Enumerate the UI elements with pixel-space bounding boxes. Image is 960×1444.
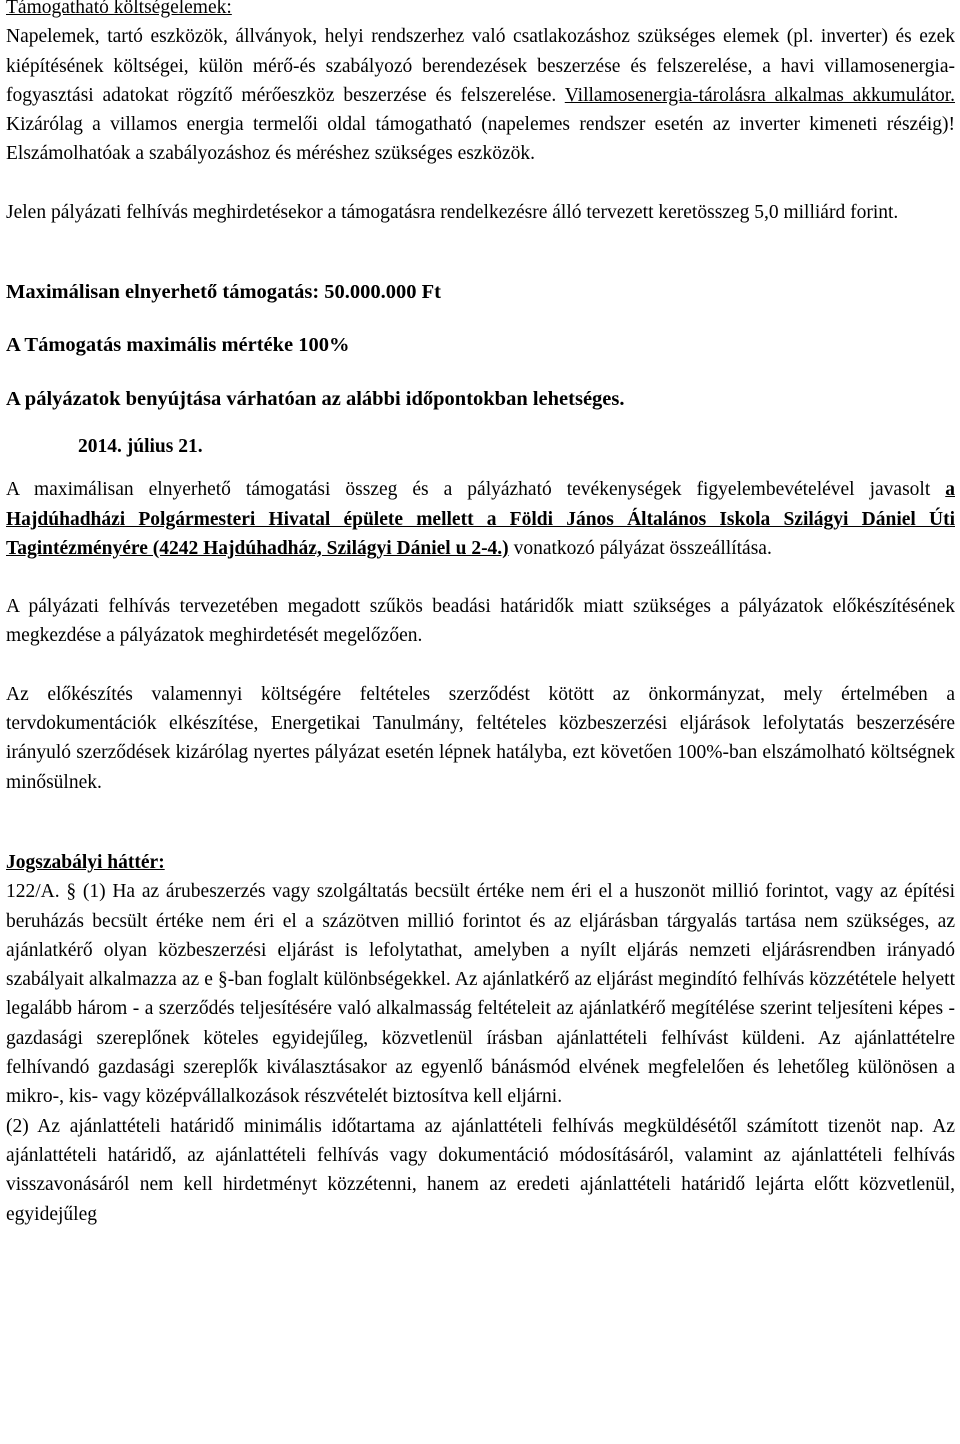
submission-heading: A pályázatok benyújtása várhatóan az alábbi időpontokban lehetséges. <box>6 387 625 410</box>
legal-paragraph-2: (2) Az ajánlattételi határidő minimális időtartama az ajánlattételi felhívás megküldésétől számított tizenöt nap. Az ajánlattételi határidő, az ajánlattételi felhívás vagy dokumentáció módosításáról, valamint az ajánlattételi felhívás visszavonásáról nem kell hirdetményt közzétenni, hanem az eredeti ajánlattételi határidő lejárta előtt közvetlenül, egyidejűleg <box>6 1115 955 1225</box>
costs-title: Támogatható költségelemek: <box>6 0 232 18</box>
eligibility-note: Kizárólag a villamos energia termelői oldal támogatható (napelemes rendszer esetén az inverter kimeneti részéig)! Elszámolhatóak a szabályozáshoz és méréshez szükséges eszközök. <box>6 114 955 165</box>
preparation-paragraph: Az előkészítés valamennyi költségére feltételes szerződést kötött az önkormányzat, mely értelmében a tervdokumentációk elkészítése, Energetikai Tanulmány, feltételes közbeszerzési eljárások lefolytatás beszerzésére irányuló szerződések kizárólag nyertes pályázat esetén lépnek hatályba, ezt követően 100%-ban elszámolható költségnek minősülnek. <box>6 683 955 793</box>
budget-paragraph: Jelen pályázati felhívás meghirdetésekor a támogatásra rendelkezésre álló tervezett keretösszeg 5,0 milliárd forint. <box>6 201 899 223</box>
legal-title: Jogszabályi háttér: <box>6 851 165 873</box>
max-support-heading: Maximálisan elnyerhető támogatás: 50.000.000 Ft <box>6 281 441 304</box>
deadline-date: 2014. július 21. <box>78 435 203 457</box>
proposal-paragraph <box>6 475 955 563</box>
proposal-location: a Hajdúhadházi Polgármesteri Hivatal épülete mellett a Földi János Általános Iskola Szilágyi Dániel Úti Tagintézményére (4242 Hajdúhadház, Szilágyi Dániel u 2-4.) <box>6 479 955 559</box>
costs-text: Napelemek, tartó eszközök, állványok, helyi rendszerhez való csatlakozáshoz szükséges elemek (pl. inverter) és ezek kiépítésének költségei, külön mérő-és szabályozó berendezések beszerzése és felszerelése, a havi villamosenergia-fogyasztási adatokat rögzítő mérőeszköz beszerzése és felszerelése. <box>6 26 955 106</box>
document-page <box>6 0 955 1229</box>
deadline-note-paragraph: A pályázati felhívás tervezetében megadott szűkös beadási határidők miatt szükséges a pályázatok előkészítésének megkezdése a pályázatok meghirdetését megelőzően. <box>6 596 955 647</box>
battery-item: Villamosenergia-tárolásra alkalmas akkumulátor. <box>564 84 955 106</box>
support-rate-heading: A Támogatás maximális mértéke 100% <box>6 334 350 357</box>
proposal-text-before: A maximálisan elnyerhető támogatási összeg és a pályázható tevékenységek figyelembevételével javasolt <box>6 479 946 501</box>
costs-section <box>6 0 955 169</box>
legal-paragraph-1: 122/A. § (1) Ha az árubeszerzés vagy szolgáltatás becsült értéke nem éri el a huszonöt millió forintot, vagy az építési beruházás becsült értéke nem éri el a százötven millió forintot és az eljárásban tárgyalás tartása nem szükséges, az ajánlatkérő olyan közbeszerzési eljárást is lefolytathat, amelyben a nyílt eljárás nemzeti eljárásrendben irányadó szabályait alkalmazza az e §-ban foglalt különbségekkel. Az ajánlatkérő az eljárást megindító felhívás közzététele helyett legalább három - a szerződés teljesítésére való alkalmasság feltételeit az ajánlatkérő megítélése szerint teljesíteni képes - gazdasági szereplőnek köteles egyidejűleg, közvetlenül írásban ajánlattételi felhívást küldeni. Az ajánlattételre felhívandó gazdasági szereplők kiválasztásakor az egyenlő bánásmód elvének megfelelően és lehetőleg különösen a mikro-, kis- vagy középvállalkozások részvételét biztosítva kell eljárni. <box>6 881 955 1108</box>
proposal-text-after: vonatkozó pályázat összeállítása. <box>508 537 772 559</box>
